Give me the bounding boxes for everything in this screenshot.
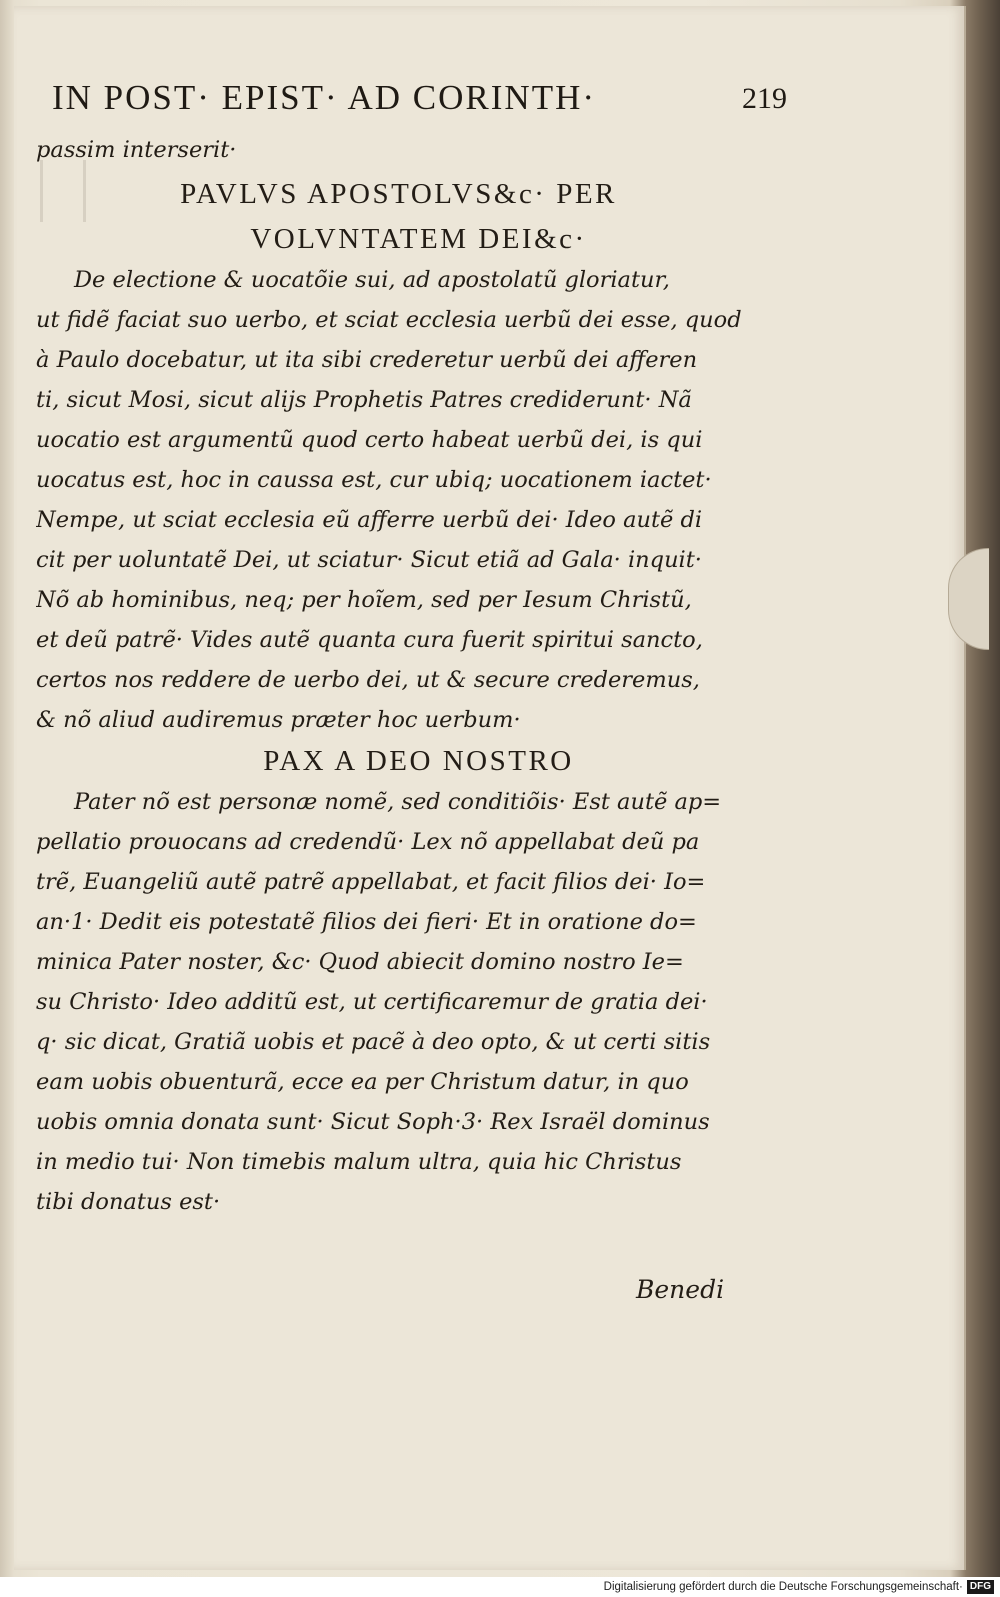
funding-credit: Digitalisierung gefördert durch die Deutsche Forschungsgemeinschaft· (603, 1581, 963, 1593)
folio-number: 219 (742, 82, 787, 115)
page-header (52, 78, 792, 128)
running-head: IN POST· EPIST· AD CORINTH· (52, 78, 596, 117)
text-line: à Paulo docebatur, ut ita sibi crederetur uerbũ dei afferen (36, 347, 698, 373)
text-line: trẽ, Euangeliũ autẽ patrẽ appellabat, et facit filios dei· Io= (36, 869, 706, 895)
text-line: ti, sicut Mosi, sicut alijs Prophetis Patres crediderunt· Nã (36, 387, 692, 413)
text-line: uobis omnia donata sunt· Sicut Soph·3· Rex Israël dominus (36, 1109, 710, 1135)
text-line: eam uobis obuenturã, ecce ea per Christum datur, in quo (36, 1069, 689, 1095)
text-line: Pater nõ est personæ nomẽ, sed conditiõis· Est autẽ ap= (74, 789, 722, 815)
text-line: & nõ aliud audiremus præter hoc uerbum· (36, 707, 521, 733)
text-line: et deũ patrẽ· Vides autẽ quanta cura fuerit spiritui sancto, (36, 627, 703, 653)
text-line: in medio tui· Non timebis malum ultra, quia hic Christus (36, 1149, 682, 1175)
text-line: pellatio prouocans ad credendũ· Lex nõ appellabat deũ pa (36, 829, 700, 855)
text-line: an·1· Dedit eis potestatẽ filios dei fieri· Et in oratione do= (36, 909, 697, 935)
section-heading: VOLVNTATEM DEI&c· (250, 223, 587, 255)
text-line: cit per uoluntatẽ Dei, ut sciatur· Sicut etiã ad Gala· inquit· (36, 547, 702, 573)
text-line: tibi donatus est· (36, 1189, 221, 1215)
text-block (36, 130, 761, 1222)
section-heading: PAVLVS APOSTOLVS&c· PER (180, 178, 617, 210)
catchword: Benedi (636, 1275, 725, 1304)
section-heading: PAX A DEO NOSTRO (263, 745, 574, 777)
text-line: Nempe, ut sciat ecclesia eũ afferre uerbũ dei· Ideo autẽ di (36, 507, 703, 533)
text-line: uocatio est argumentũ quod certo habeat uerbũ dei, is qui (36, 427, 703, 453)
dfg-logo: DFG (967, 1580, 994, 1594)
text-line: uocatus est, hoc in caussa est, cur ubiq; uocationem iactet· (36, 467, 712, 493)
text-line: Nõ ab hominibus, neq; per hoĩem, sed per Iesum Christũ, (36, 587, 692, 613)
text-line: De electione & uocatõie sui, ad apostolatũ gloriatur, (74, 267, 670, 293)
text-line: minica Pater noster, &c· Quod abiecit domino nostro Ie= (36, 949, 684, 975)
digitization-footer (0, 1577, 1000, 1597)
text-line: q· sic dicat, Gratiã uobis et pacẽ à deo opto, & ut certi sitis (36, 1029, 711, 1055)
text-line: passim interserit· (36, 137, 237, 163)
text-line: ut fidẽ faciat suo uerbo, et sciat ecclesia uerbũ dei esse, quod (36, 307, 742, 333)
text-line: certos nos reddere de uerbo dei, ut & secure crederemus, (36, 667, 700, 693)
text-line: su Christo· Ideo additũ est, ut certificaremur de gratia dei· (36, 989, 708, 1015)
